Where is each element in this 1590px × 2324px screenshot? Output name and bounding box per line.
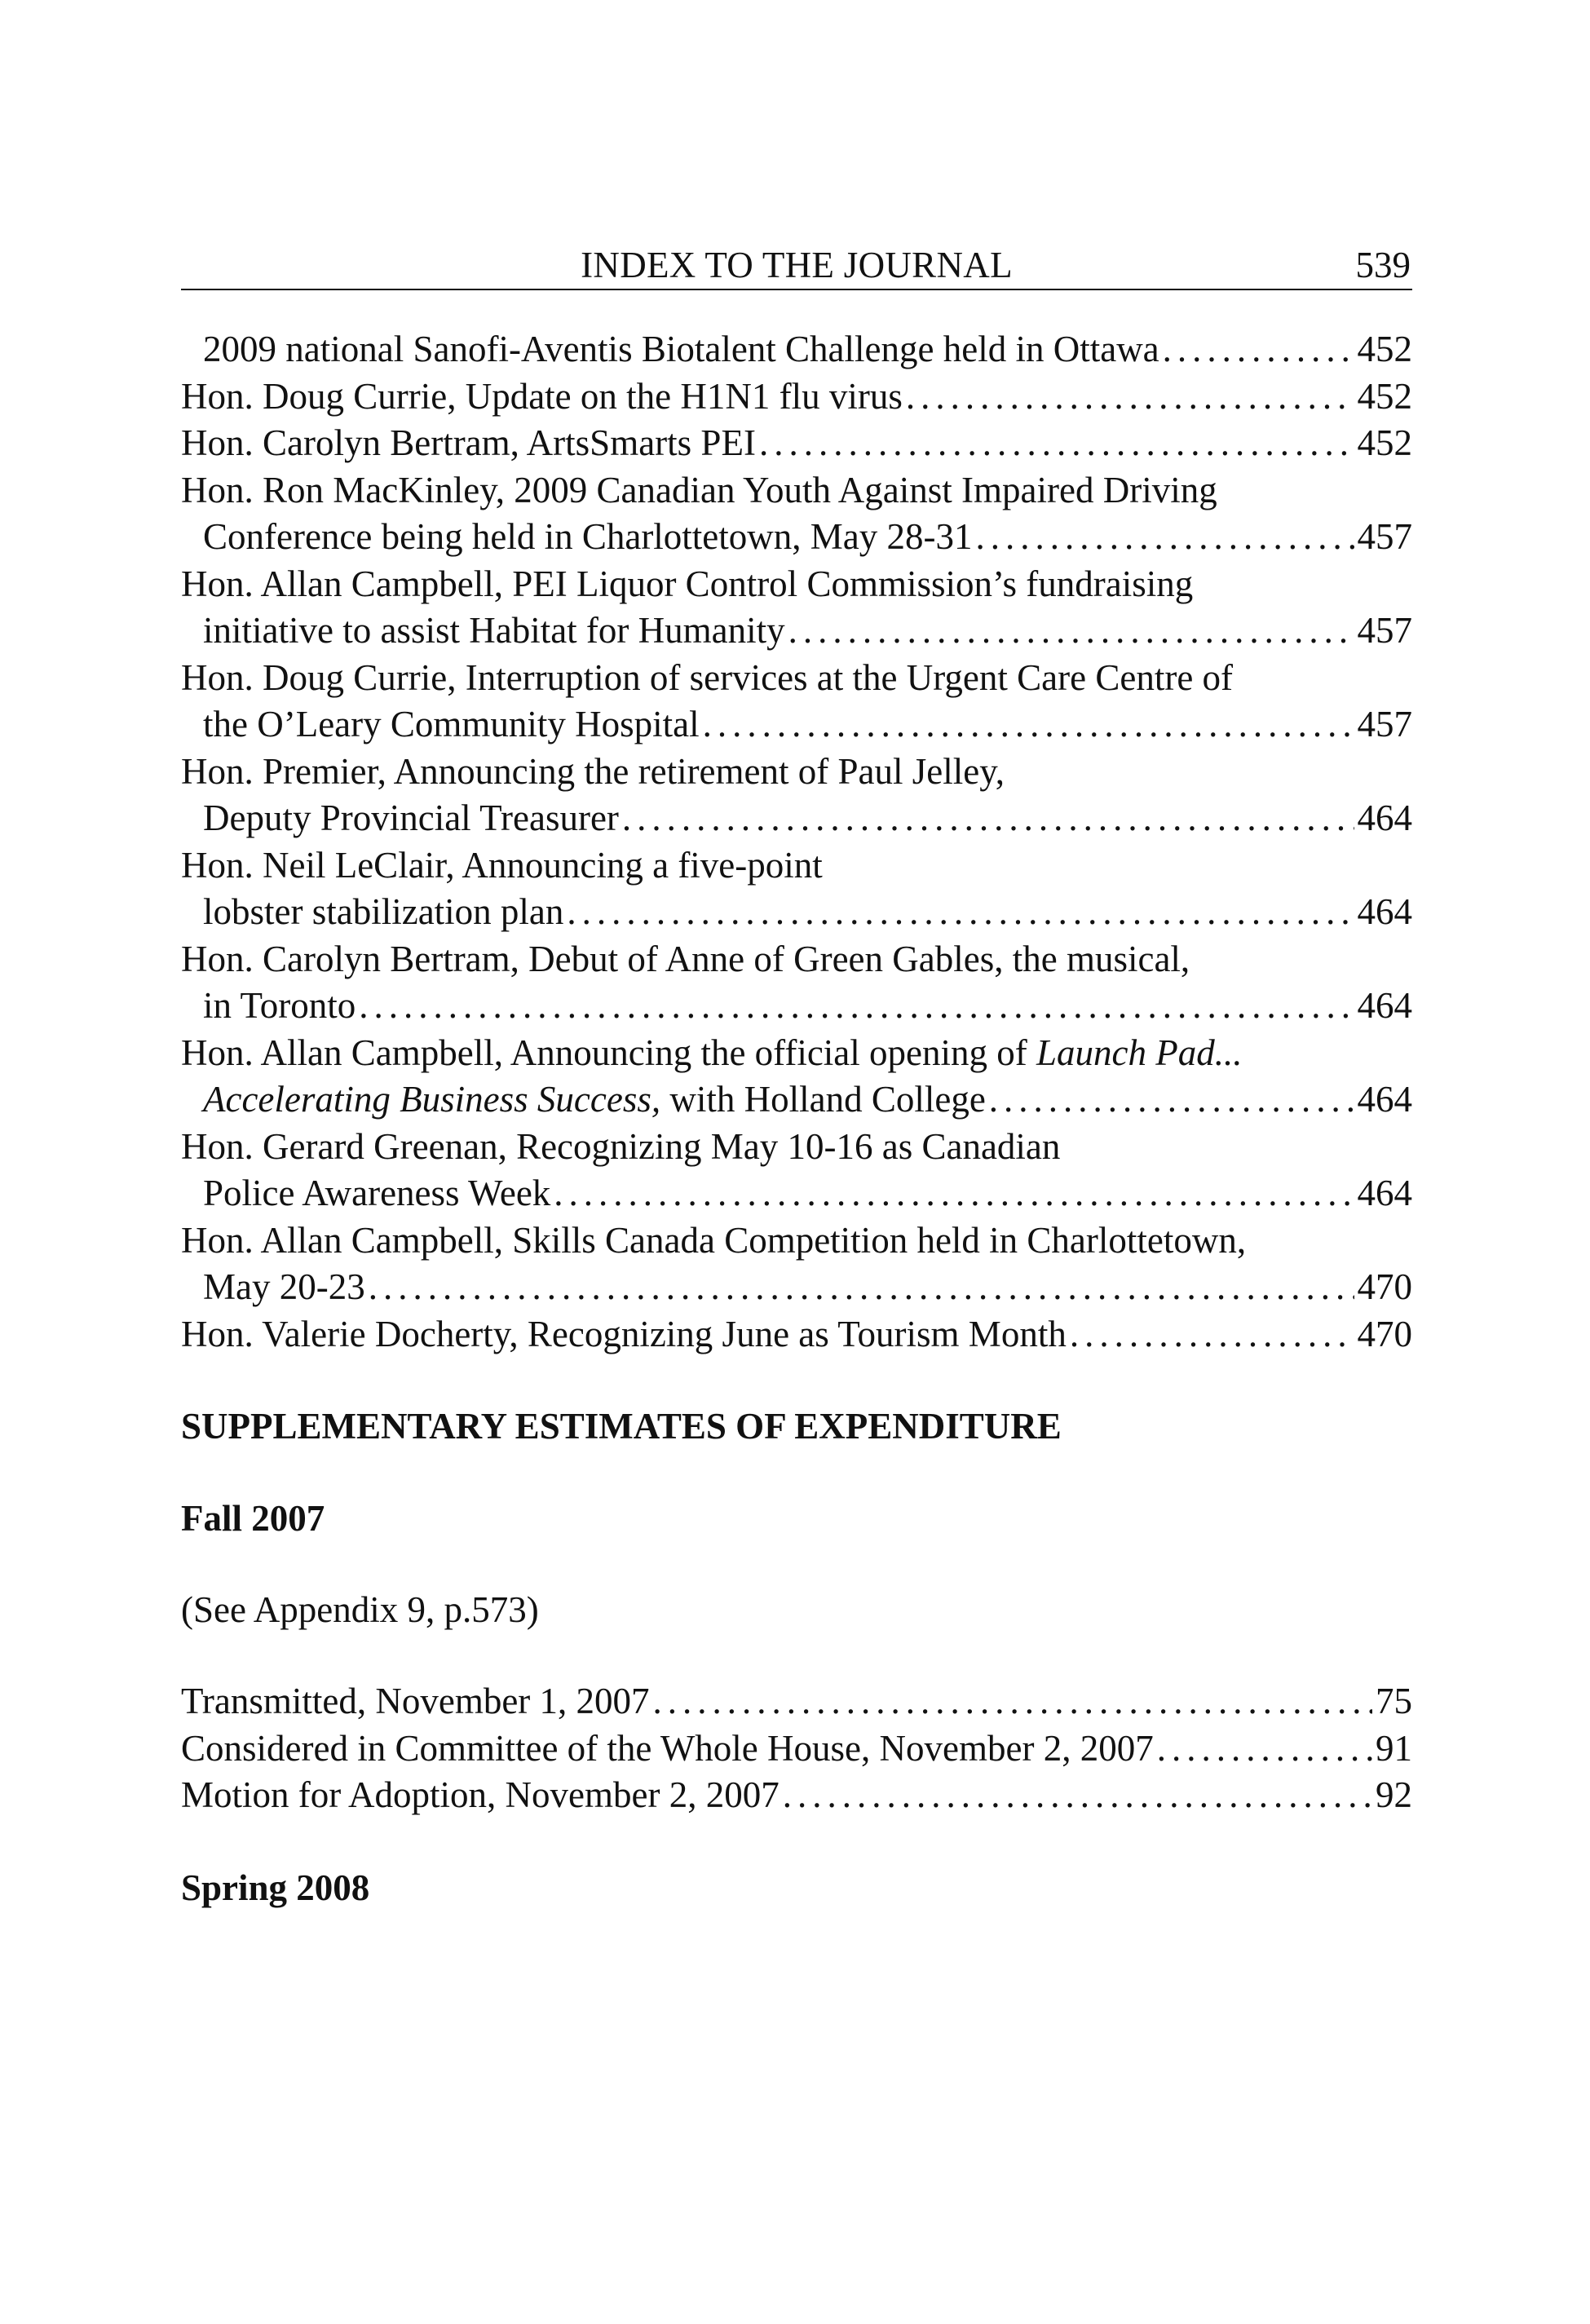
entry-text: Hon. Allan Campbell, Announcing the official opening of [181,1032,1036,1073]
entry-page-ref: 75 [1376,1681,1412,1721]
index-entry [181,1124,1412,1217]
index-entry [181,1725,1412,1773]
entry-page-ref: 464 [1357,1173,1412,1213]
entry-page-ref: 457 [1357,610,1412,651]
running-title: INDEX TO THE JOURNAL [581,245,1013,285]
entry-page-ref: 91 [1376,1727,1412,1769]
dot-leader [703,701,1354,749]
entry-page-ref: 92 [1376,1774,1412,1815]
see-appendix-note: (See Appendix 9, p.573) [181,1589,539,1630]
entry-text-continued: initiative to assist Habitat for Humanity [203,610,785,651]
index-entries-top [181,326,1412,1358]
dot-leader [788,608,1354,655]
entry-text-continued: Police Awareness Week [203,1173,551,1213]
index-entry [181,655,1412,749]
entry-page-ref: 457 [1357,516,1412,557]
dot-leader [554,1170,1354,1217]
index-entry [181,467,1412,561]
entry-text: Motion for Adoption, November 2, 2007 [181,1774,780,1815]
dot-leader [1163,326,1354,373]
running-header [181,241,1412,290]
dot-leader [989,1076,1354,1124]
entry-text-continued: with Holland College [660,1079,986,1120]
entry-text-continued: Deputy Provincial Treasurer [203,797,619,838]
entry-text: Hon. Allan Campbell, Skills Canada Competition held in Charlottetown, [181,1219,1247,1261]
entry-text: Hon. Gerard Greenan, Recognizing May 10-16 as Canadian [181,1125,1061,1167]
entry-text-continued: May 20-23 [203,1266,365,1307]
section-heading: SUPPLEMENTARY ESTIMATES OF EXPENDITURE [181,1406,1062,1447]
entry-text: Hon. Allan Campbell, PEI Liquor Control Commission’s fundraising [181,563,1194,604]
index-entries-fall [181,1678,1412,1819]
entry-italic-title: Launch Pad... [1036,1032,1243,1073]
index-entry [181,326,1412,373]
index-entry [181,1772,1412,1819]
entry-text: 2009 national Sanofi-Aventis Biotalent Challenge held in Ottawa [203,329,1159,369]
index-entry [181,1678,1412,1725]
entry-text: Hon. Carolyn Bertram, ArtsSmarts PEI [181,422,756,463]
dot-leader [1070,1311,1354,1359]
subsection-heading-fall: Fall 2007 [181,1498,325,1539]
dot-leader [1157,1725,1372,1773]
entry-page-ref: 470 [1357,1266,1412,1307]
dot-leader [653,1678,1372,1725]
entry-text-continued: in Toronto [203,985,356,1026]
entry-text: Hon. Valerie Docherty, Recognizing June as Tourism Month [181,1313,1067,1354]
index-entry [181,561,1412,655]
entry-text: Hon. Ron MacKinley, 2009 Canadian Youth Against Impaired Driving [181,469,1217,510]
entry-text: Considered in Committee of the Whole House, November 2, 2007 [181,1727,1154,1769]
entry-text: Hon. Neil LeClair, Announcing a five-point [181,844,823,886]
entry-text: Hon. Premier, Announcing the retirement of Paul Jelley, [181,750,1005,792]
entry-page-ref: 464 [1357,797,1412,838]
index-entry [181,373,1412,421]
entry-text: Transmitted, November 1, 2007 [181,1681,650,1721]
entry-text: Hon. Doug Currie, Update on the H1N1 flu virus [181,375,903,417]
entry-text-continued: Conference being held in Charlottetown, May 28-31 [203,516,973,557]
index-entry [181,749,1412,842]
dot-leader [369,1264,1354,1311]
entry-page-ref: 464 [1357,1079,1412,1120]
dot-leader [906,373,1354,421]
dot-leader [359,983,1354,1030]
entry-italic-title-continued: Accelerating Business Success, [203,1079,661,1120]
entry-text-continued: lobster stabilization plan [203,891,564,932]
entry-page-ref: 452 [1357,375,1412,417]
dot-leader [622,795,1354,842]
index-entry [181,936,1412,1030]
index-entry [181,842,1412,936]
entry-page-ref: 470 [1357,1313,1412,1354]
subsection-heading-spring: Spring 2008 [181,1867,370,1908]
entry-page-ref: 464 [1357,985,1412,1026]
dot-leader [976,514,1354,561]
index-entry [181,1030,1412,1124]
entry-text-continued: the O’Leary Community Hospital [203,704,700,744]
entry-page-ref: 452 [1357,422,1412,463]
dot-leader [567,889,1354,936]
entry-page-ref: 457 [1357,704,1412,744]
index-page [181,241,1412,1911]
dot-leader [759,420,1354,467]
dot-leader [783,1772,1372,1819]
index-entry [181,420,1412,467]
entry-text: Hon. Doug Currie, Interruption of services at the Urgent Care Centre of [181,656,1234,698]
index-entry [181,1311,1412,1359]
entry-text: Hon. Carolyn Bertram, Debut of Anne of Green Gables, the musical, [181,938,1190,979]
entry-page-ref: 464 [1357,891,1412,932]
page-number: 539 [1355,245,1411,285]
index-entry [181,1217,1412,1311]
entry-page-ref: 452 [1357,329,1412,369]
